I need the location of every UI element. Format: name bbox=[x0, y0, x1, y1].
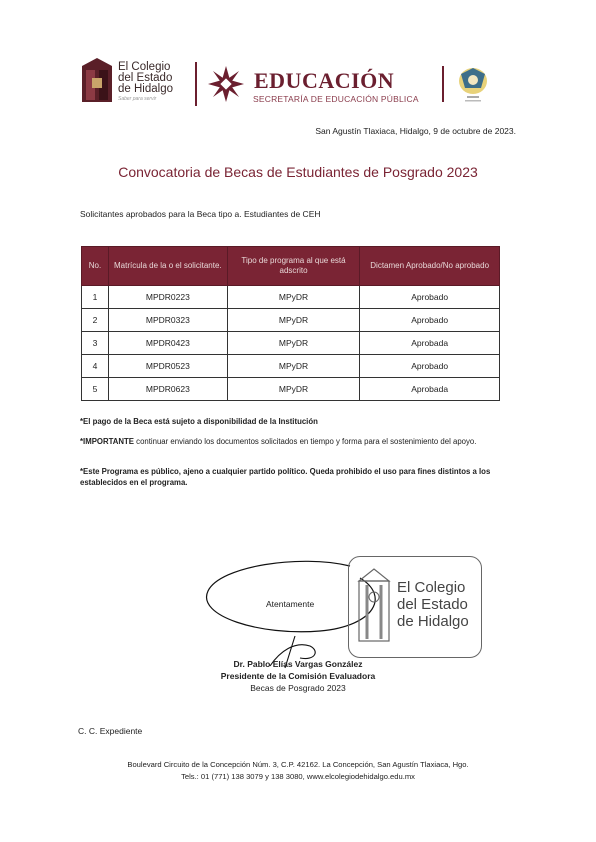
row-matricula: MPDR0623 bbox=[108, 378, 227, 401]
note-important-text: continuar enviando los documentos solicitados en tiempo y forma para el sostenimiento del apoyo. bbox=[134, 437, 477, 446]
note-payment-text: *El pago de la Beca está sujeto a disponibilidad de la Institución bbox=[80, 417, 318, 426]
colegio-tagline: Saber para servir bbox=[118, 96, 157, 102]
colegio-logo bbox=[82, 58, 202, 106]
note-public-program-text: *Este Programa es público, ajeno a cualquier partido político. Queda prohibido el uso para fines distintos a los establecidos en el programa. bbox=[80, 467, 491, 487]
document-subtitle: Solicitantes aprobados para la Beca tipo a. Estudiantes de CEH bbox=[80, 209, 321, 219]
row-dictamen: Aprobado bbox=[360, 309, 500, 332]
note-important bbox=[80, 436, 520, 447]
row-number: 2 bbox=[82, 309, 109, 332]
table-row bbox=[82, 378, 500, 401]
colegio-line-3: de Hidalgo bbox=[118, 83, 173, 95]
colegio-name bbox=[118, 62, 173, 95]
colegio-building-icon bbox=[82, 58, 112, 102]
row-program: MPyDR bbox=[227, 355, 360, 378]
header-divider bbox=[195, 62, 197, 106]
stamp-line-3: de Hidalgo bbox=[397, 613, 469, 630]
row-matricula: MPDR0523 bbox=[108, 355, 227, 378]
table-row bbox=[82, 286, 500, 309]
cc-line: C. C. Expediente bbox=[78, 726, 143, 736]
header-matricula: Matrícula de la o el solicitante. bbox=[108, 247, 227, 286]
row-number: 1 bbox=[82, 286, 109, 309]
header-dictamen: Dictamen Aprobado/No aprobado bbox=[360, 247, 500, 286]
colegio-line-1: El Colegio bbox=[118, 61, 171, 73]
colegio-line-2: del Estado bbox=[118, 72, 173, 84]
row-number: 4 bbox=[82, 355, 109, 378]
row-number: 5 bbox=[82, 378, 109, 401]
education-subtitle: SECRETARÍA DE EDUCACIÓN PÚBLICA bbox=[253, 94, 419, 104]
row-program: MPyDR bbox=[227, 332, 360, 355]
table-row bbox=[82, 332, 500, 355]
table-body bbox=[82, 286, 500, 401]
footer-contact: Tels.: 01 (771) 138 3079 y 138 3080, www.elcolegiodehidalgo.edu.mx bbox=[181, 772, 415, 781]
education-title: EDUCACIÓN bbox=[254, 68, 395, 93]
hidalgo-crest-icon bbox=[455, 66, 491, 104]
stamp-building-icon bbox=[357, 567, 391, 643]
sep-star-logo-icon bbox=[206, 64, 246, 104]
note-payment bbox=[80, 416, 520, 427]
signer-name: Dr. Pablo Elías Vargas González bbox=[233, 659, 363, 669]
stamp-line-2: del Estado bbox=[397, 596, 468, 613]
results-table bbox=[81, 246, 500, 401]
row-matricula: MPDR0323 bbox=[108, 309, 227, 332]
note-important-label: *IMPORTANTE bbox=[80, 437, 134, 446]
table-row bbox=[82, 355, 500, 378]
row-program: MPyDR bbox=[227, 378, 360, 401]
header-number: No. bbox=[82, 247, 109, 286]
signer-program: Becas de Posgrado 2023 bbox=[250, 683, 346, 693]
signer-role: Presidente de la Comisión Evaluadora bbox=[220, 671, 376, 681]
header-program: Tipo de programa al que está adscrito bbox=[227, 247, 360, 286]
stamp-line-1: El Colegio bbox=[397, 579, 466, 596]
institution-stamp bbox=[348, 556, 482, 658]
row-number: 3 bbox=[82, 332, 109, 355]
stamp-text bbox=[397, 579, 469, 630]
header-divider-2 bbox=[442, 66, 444, 102]
row-program: MPyDR bbox=[227, 309, 360, 332]
row-program: MPyDR bbox=[227, 286, 360, 309]
footer-address: Boulevard Circuito de la Concepción Núm. 3, C.P. 42162. La Concepción, San Agustín Tlaxiaca, Hgo. bbox=[127, 760, 469, 769]
row-matricula: MPDR0223 bbox=[108, 286, 227, 309]
table-header-row bbox=[82, 247, 500, 286]
row-matricula: MPDR0423 bbox=[108, 332, 227, 355]
row-dictamen: Aprobada bbox=[360, 378, 500, 401]
footer bbox=[0, 759, 596, 783]
row-dictamen: Aprobada bbox=[360, 332, 500, 355]
row-dictamen: Aprobado bbox=[360, 355, 500, 378]
signer-block bbox=[0, 658, 596, 694]
document-title: Convocatoria de Becas de Estudiantes de Posgrado 2023 bbox=[118, 164, 478, 180]
date-line: San Agustín Tlaxiaca, Hidalgo, 9 de octubre de 2023. bbox=[315, 126, 516, 136]
row-dictamen: Aprobado bbox=[360, 286, 500, 309]
table-row bbox=[82, 309, 500, 332]
note-public-program bbox=[80, 466, 520, 488]
closing-text: Atentamente bbox=[266, 599, 315, 609]
